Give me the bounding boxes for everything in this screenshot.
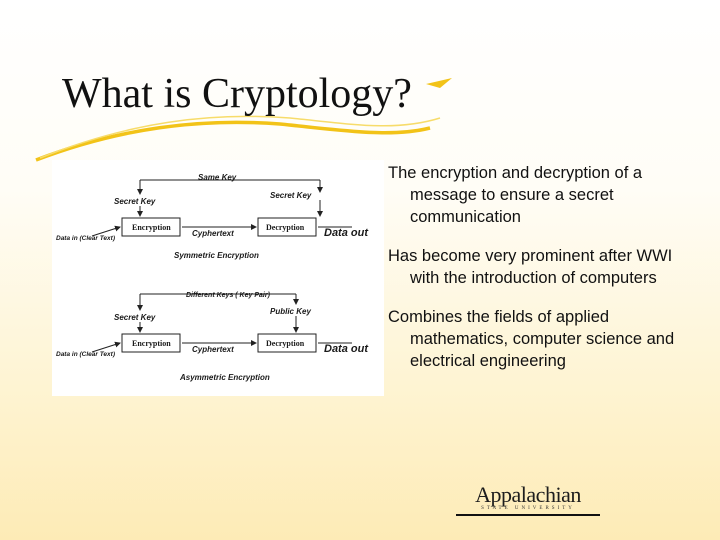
bullet-item: The encryption and decryption of a message to ensure a secret communication [388, 164, 643, 226]
cyphertext-label: Cyphertext [192, 345, 234, 354]
decryption-box-label: Decryption [266, 223, 305, 232]
same-key-label: Same Key [198, 173, 237, 182]
encryption-diagram [52, 160, 384, 396]
bird-icon [426, 78, 452, 88]
symmetric-diagram [56, 173, 369, 260]
secret-key-left-label: Secret Key [114, 197, 156, 206]
symmetric-caption: Symmetric Encryption [174, 251, 259, 260]
public-key-label: Public Key [270, 307, 311, 316]
asymmetric-caption: Asymmetric Encryption [180, 373, 270, 382]
slide-title: What is Cryptology? [62, 71, 412, 117]
university-logo [456, 482, 600, 516]
decryption-box-label: Decryption [266, 339, 305, 348]
bullet-item: Has become very prominent after WWI with the introduction of computers [388, 247, 673, 287]
logo-underline [456, 514, 600, 516]
cyphertext-label: Cyphertext [192, 229, 234, 238]
secret-key-label: Secret Key [114, 313, 156, 322]
data-out-label: Data out [324, 227, 368, 239]
bullet-list [388, 162, 688, 389]
bullet-item: Combines the fields of applied mathematics, computer science and electrical engineering [388, 308, 675, 370]
encryption-box-label: Encryption [132, 339, 171, 348]
logo-name: Appalachian [475, 482, 581, 507]
data-in-label: Data in (Clear Text) [56, 235, 115, 242]
data-out-label: Data out [324, 343, 368, 355]
data-in-label: Data in (Clear Text) [56, 351, 115, 358]
encryption-box-label: Encryption [132, 223, 171, 232]
logo-subtitle: STATE UNIVERSITY [481, 506, 575, 511]
asymmetric-diagram [56, 292, 369, 382]
secret-key-right-label: Secret Key [270, 191, 312, 200]
key-pair-label: Different Keys ( Key Pair) [186, 292, 270, 299]
